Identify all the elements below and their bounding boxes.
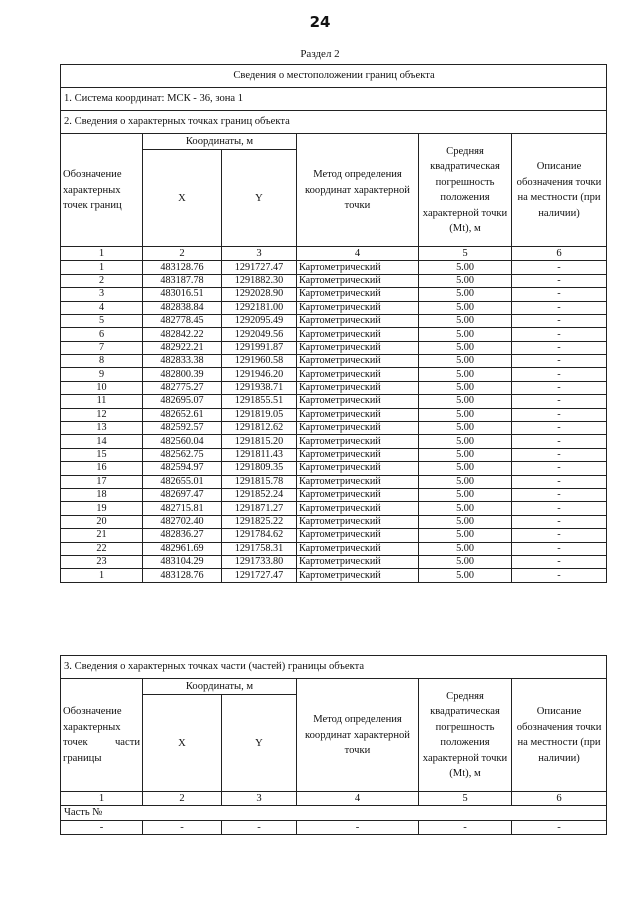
column-numbers-row (61, 247, 607, 261)
method-cell: Картометрический (297, 502, 419, 515)
mt-value: 5.00 (419, 555, 512, 568)
table-row (61, 395, 607, 408)
method-cell: Картометрический (297, 341, 419, 354)
method-cell: Картометрический (297, 435, 419, 448)
point-number: 1 (61, 261, 143, 274)
x-coordinate: 482836.27 (143, 529, 222, 542)
method-cell: Картометрический (297, 448, 419, 461)
y-coordinate: 1291815.78 (222, 475, 297, 488)
method-cell: Картометрический (297, 301, 419, 314)
mt-value: 5.00 (419, 569, 512, 582)
table-row (61, 408, 607, 421)
y-coordinate: 1292095.49 (222, 314, 297, 327)
point-number: 16 (61, 462, 143, 475)
column-number: 5 (419, 247, 512, 261)
table-row (61, 288, 607, 301)
y-coordinate: 1291852.24 (222, 489, 297, 502)
method-cell: Картометрический (297, 569, 419, 582)
description-cell: - (512, 381, 607, 394)
description-cell: - (512, 261, 607, 274)
header-part-point-label: Обозначение характерных точек части границы (61, 679, 143, 792)
x-coordinate: 483016.51 (143, 288, 222, 301)
method-cell: Картометрический (297, 555, 419, 568)
table-row (61, 422, 607, 435)
point-number: 9 (61, 368, 143, 381)
part-points-table (60, 655, 607, 835)
boundary-points-table (60, 64, 607, 583)
column-number: 2 (143, 792, 222, 806)
description-cell: - (512, 301, 607, 314)
point-number: 23 (61, 555, 143, 568)
y-coordinate: 1291825.22 (222, 515, 297, 528)
mt-value: 5.00 (419, 489, 512, 502)
method-cell: Картометрический (297, 515, 419, 528)
point-number: 22 (61, 542, 143, 555)
header-x: X (143, 695, 222, 792)
description-cell: - (512, 435, 607, 448)
x-coordinate: 483128.76 (143, 569, 222, 582)
point-number: 13 (61, 422, 143, 435)
method-cell: Картометрический (297, 314, 419, 327)
method-cell: Картометрический (297, 274, 419, 287)
method-cell: Картометрический (297, 475, 419, 488)
method-cell: Картометрический (297, 529, 419, 542)
description-cell: - (512, 422, 607, 435)
header-method: Метод определения координат характерной точки (297, 134, 419, 247)
header-x: X (143, 150, 222, 247)
y-coordinate: 1291784.62 (222, 529, 297, 542)
mt-value: 5.00 (419, 355, 512, 368)
point-number: 3 (61, 288, 143, 301)
table-row (61, 502, 607, 515)
column-number: 3 (222, 247, 297, 261)
point-number: 4 (61, 301, 143, 314)
y-coordinate: 1291733.80 (222, 555, 297, 568)
method-cell: Картометрический (297, 288, 419, 301)
x-coordinate: 482842.22 (143, 328, 222, 341)
y-coordinate: 1291960.58 (222, 355, 297, 368)
mt-value: 5.00 (419, 381, 512, 394)
part-cell: - (297, 821, 419, 835)
x-coordinate: 482922.21 (143, 341, 222, 354)
x-coordinate: 482775.27 (143, 381, 222, 394)
header-coordinates: Координаты, м (143, 134, 297, 150)
x-coordinate: 483104.29 (143, 555, 222, 568)
description-cell: - (512, 274, 607, 287)
table-row (61, 555, 607, 568)
header-description: Описание обозначения точки на местности (при наличии) (512, 679, 607, 792)
mt-value: 5.00 (419, 462, 512, 475)
table-row (61, 489, 607, 502)
mt-value: 5.00 (419, 502, 512, 515)
x-coordinate: 482961.69 (143, 542, 222, 555)
description-cell: - (512, 475, 607, 488)
table-row (61, 301, 607, 314)
y-coordinate: 1292028.90 (222, 288, 297, 301)
mt-value: 5.00 (419, 542, 512, 555)
x-coordinate: 482655.01 (143, 475, 222, 488)
description-cell: - (512, 502, 607, 515)
part-cell: - (512, 821, 607, 835)
point-number: 11 (61, 395, 143, 408)
mt-value: 5.00 (419, 515, 512, 528)
mt-value: 5.00 (419, 408, 512, 421)
table-row (61, 475, 607, 488)
y-coordinate: 1291815.20 (222, 435, 297, 448)
y-coordinate: 1291727.47 (222, 261, 297, 274)
part-number-label: Часть № (61, 806, 607, 821)
description-cell: - (512, 529, 607, 542)
table-row (61, 341, 607, 354)
point-number: 21 (61, 529, 143, 542)
method-cell: Картометрический (297, 381, 419, 394)
point-number: 19 (61, 502, 143, 515)
column-number: 4 (297, 792, 419, 806)
method-cell: Картометрический (297, 542, 419, 555)
x-coordinate: 482838.84 (143, 301, 222, 314)
part-cell: - (61, 821, 143, 835)
header-coordinates: Координаты, м (143, 679, 297, 695)
y-coordinate: 1291882.30 (222, 274, 297, 287)
header-point-label: Обозначение характерных точек границ (61, 134, 143, 247)
header-y: Y (222, 150, 297, 247)
description-cell: - (512, 328, 607, 341)
point-number: 12 (61, 408, 143, 421)
header-method: Метод определения координат характерной точки (297, 679, 419, 792)
point-number: 8 (61, 355, 143, 368)
y-coordinate: 1291809.35 (222, 462, 297, 475)
method-cell: Картометрический (297, 261, 419, 274)
point-number: 6 (61, 328, 143, 341)
y-coordinate: 1291855.51 (222, 395, 297, 408)
coordinate-system: 1. Система координат: МСК - 36, зона 1 (61, 88, 607, 111)
header-y: Y (222, 695, 297, 792)
point-number: 18 (61, 489, 143, 502)
part-cell: - (222, 821, 297, 835)
description-cell: - (512, 288, 607, 301)
x-coordinate: 482652.61 (143, 408, 222, 421)
x-coordinate: 482833.38 (143, 355, 222, 368)
y-coordinate: 1291811.43 (222, 448, 297, 461)
part-cell: - (419, 821, 512, 835)
table-row (61, 368, 607, 381)
x-coordinate: 482695.07 (143, 395, 222, 408)
point-number: 17 (61, 475, 143, 488)
part-cell: - (143, 821, 222, 835)
table-row (61, 462, 607, 475)
y-coordinate: 1291819.05 (222, 408, 297, 421)
method-cell: Картометрический (297, 368, 419, 381)
description-cell: - (512, 489, 607, 502)
table-title: Сведения о местоположении границ объекта (61, 65, 607, 88)
description-cell: - (512, 555, 607, 568)
x-coordinate: 482560.04 (143, 435, 222, 448)
table-row (61, 381, 607, 394)
y-coordinate: 1291727.47 (222, 569, 297, 582)
table-row (61, 314, 607, 327)
header-error: Средняя квадратическая погрешность положения характерной точки (Mt), м (419, 679, 512, 792)
x-coordinate: 482562.75 (143, 448, 222, 461)
method-cell: Картометрический (297, 395, 419, 408)
mt-value: 5.00 (419, 288, 512, 301)
y-coordinate: 1291871.27 (222, 502, 297, 515)
description-cell: - (512, 515, 607, 528)
table-row (61, 328, 607, 341)
description-cell: - (512, 542, 607, 555)
mt-value: 5.00 (419, 314, 512, 327)
page-number: 24 (309, 13, 331, 31)
description-cell: - (512, 408, 607, 421)
y-coordinate: 1291758.31 (222, 542, 297, 555)
method-cell: Картометрический (297, 489, 419, 502)
table-row (61, 542, 607, 555)
point-number: 7 (61, 341, 143, 354)
table-row (61, 529, 607, 542)
y-coordinate: 1292049.56 (222, 328, 297, 341)
table-row (61, 448, 607, 461)
y-coordinate: 1291812.62 (222, 422, 297, 435)
y-coordinate: 1291946.20 (222, 368, 297, 381)
x-coordinate: 482800.39 (143, 368, 222, 381)
point-number: 14 (61, 435, 143, 448)
description-cell: - (512, 448, 607, 461)
table-row (61, 515, 607, 528)
x-coordinate: 482592.57 (143, 422, 222, 435)
description-cell: - (512, 314, 607, 327)
description-cell: - (512, 395, 607, 408)
mt-value: 5.00 (419, 529, 512, 542)
mt-value: 5.00 (419, 475, 512, 488)
mt-value: 5.00 (419, 274, 512, 287)
method-cell: Картометрический (297, 408, 419, 421)
column-number: 1 (61, 247, 143, 261)
column-number: 2 (143, 247, 222, 261)
mt-value: 5.00 (419, 368, 512, 381)
mt-value: 5.00 (419, 261, 512, 274)
mt-value: 5.00 (419, 448, 512, 461)
part-row (61, 821, 607, 835)
column-number: 4 (297, 247, 419, 261)
x-coordinate: 482594.97 (143, 462, 222, 475)
header-error: Средняя квадратическая погрешность положения характерной точки (Mt), м (419, 134, 512, 247)
column-numbers-row (61, 792, 607, 806)
mt-value: 5.00 (419, 422, 512, 435)
point-number: 10 (61, 381, 143, 394)
x-coordinate: 483128.76 (143, 261, 222, 274)
column-number: 5 (419, 792, 512, 806)
mt-value: 5.00 (419, 301, 512, 314)
column-number: 1 (61, 792, 143, 806)
part-section-heading: 3. Сведения о характерных точках части (частей) границы объекта (61, 656, 607, 679)
table-row (61, 261, 607, 274)
x-coordinate: 482715.81 (143, 502, 222, 515)
mt-value: 5.00 (419, 395, 512, 408)
table-row (61, 355, 607, 368)
header-description: Описание обозначения точки на местности (при наличии) (512, 134, 607, 247)
x-coordinate: 482697.47 (143, 489, 222, 502)
point-number: 20 (61, 515, 143, 528)
column-number: 3 (222, 792, 297, 806)
description-cell: - (512, 462, 607, 475)
point-number: 5 (61, 314, 143, 327)
y-coordinate: 1291991.87 (222, 341, 297, 354)
x-coordinate: 483187.78 (143, 274, 222, 287)
section-heading: 2. Сведения о характерных точках границ объекта (61, 111, 607, 134)
description-cell: - (512, 341, 607, 354)
mt-value: 5.00 (419, 435, 512, 448)
column-number: 6 (512, 792, 607, 806)
point-number: 2 (61, 274, 143, 287)
table-row (61, 274, 607, 287)
table-row (61, 569, 607, 582)
point-number: 1 (61, 569, 143, 582)
y-coordinate: 1291938.71 (222, 381, 297, 394)
mt-value: 5.00 (419, 328, 512, 341)
method-cell: Картометрический (297, 462, 419, 475)
table-row (61, 435, 607, 448)
column-number: 6 (512, 247, 607, 261)
x-coordinate: 482702.40 (143, 515, 222, 528)
x-coordinate: 482778.45 (143, 314, 222, 327)
description-cell: - (512, 355, 607, 368)
method-cell: Картометрический (297, 422, 419, 435)
point-number: 15 (61, 448, 143, 461)
section-label: Раздел 2 (300, 48, 340, 60)
description-cell: - (512, 368, 607, 381)
points-body (61, 261, 607, 582)
method-cell: Картометрический (297, 355, 419, 368)
y-coordinate: 1292181.00 (222, 301, 297, 314)
method-cell: Картометрический (297, 328, 419, 341)
mt-value: 5.00 (419, 341, 512, 354)
description-cell: - (512, 569, 607, 582)
